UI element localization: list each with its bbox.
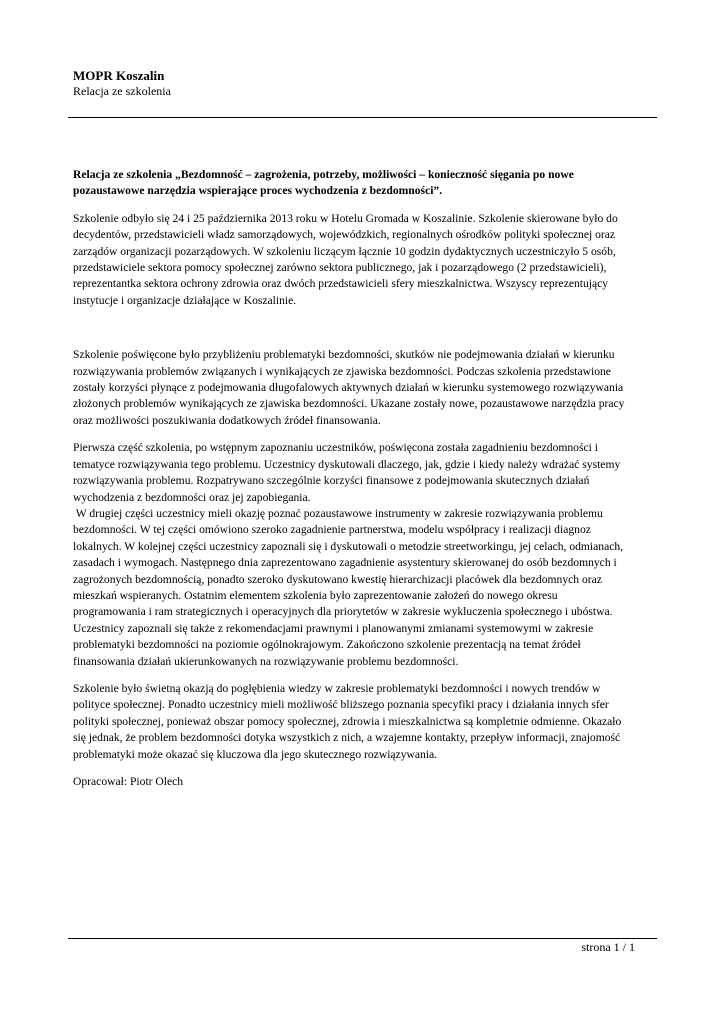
paragraph-summary (73, 681, 663, 763)
text-line: bezdomności. W tej części omówiono szeroko zagadnienie partnerstwa, modelu współpracy i realizacji diagnoz (73, 523, 591, 537)
text-line: finansowania działań ukierunkowanych na rozwiązywanie problemu bezdomności. (73, 654, 459, 668)
paragraph-purpose (73, 347, 663, 429)
text-line: reprezentantka sektora ochrony zdrowia oraz dwóch przedstawicieli sfery mieszkalnictwa. Wszyscy reprezentujący (73, 277, 609, 291)
text-line: Szkolenie było świetną okazją do pogłębienia wiedzy w zakresie problematyki bezdomności i nowych trendów w (73, 681, 601, 695)
text-line: lokalnych. W kolejnej części uczestnicy zapoznali się i dyskutowali o metodzie streetworkingu, jej celach, odmianach, (73, 539, 624, 553)
footer-divider (68, 938, 657, 939)
document-body (73, 167, 663, 790)
organization-name: MOPR Koszalin (73, 68, 165, 83)
text-line: problematyki bezdomności na poziomie ogólnokrajowym. Zakończono szkolenie prezentacją na temat źródeł (73, 638, 581, 652)
author-line: Opracował: Piotr Olech (73, 775, 184, 788)
text-line: W drugiej części uczestnicy mieli okazję poznać pozaustawowe instrumenty w zakresie rozwiązywania problemu (73, 506, 603, 520)
text-line: Szkolenie odbyło się 24 i 25 października 2013 roku w Hotelu Gromada w Koszalinie. Szkolenie skierowane było do (73, 211, 618, 225)
text-line: problematyki może okazać się kluczowa dla jego skutecznego rozwiązywania. (73, 747, 438, 761)
text-line: oraz możliwości poszukiwania dodatkowych źródeł finansowania. (73, 413, 381, 427)
text-line: rozwiązywania problemów związanych i wynikających ze zjawiska bezdomności. Podczas szkolenia przedstawione (73, 364, 611, 378)
text-line: rozwiązywania problemu. Rozpatrywano szczególnie korzyści finansowe z podejmowania skutecznych działań (73, 474, 590, 488)
header-subtitle: Relacja ze szkolenia (73, 84, 171, 98)
text-line: decydentów, przedstawicieli władz samorządowych, wojewódzkich, regionalnych ośrodków polityki społecznej oraz (73, 228, 616, 242)
text-line: przedstawiciele sektora pomocy społecznej zarówno sektora publicznego, jak i pozarządowego (2 przedstawicieli), (73, 261, 607, 275)
page-number: strona 1 / 1 (581, 940, 635, 954)
text-line: się jednak, że problem bezdomności dotyka wszystkich z nich, a wzajemne kontakty, przepływ informacji, znajomość (73, 731, 621, 745)
text-line: złożonych problemów wynikających ze zjawiska bezdomności. Ukazane zostały nowe, pozaustawowe narzędzia pracy (73, 397, 625, 411)
title-line: pozaustawowe narzędzia wspierające proces wychodzenia z bezdomności”. (73, 184, 443, 198)
text-line: Pierwsza część szkolenia, po wstępnym zapoznaniu uczestników, poświęcona została zagadnieniu bezdomności i (73, 441, 598, 455)
paragraph-intro (73, 211, 663, 309)
text-line: Uczestnicy zapoznali się także z rekomendacjami prawnymi i planowanymi zmianami systemowymi w zakresie (73, 621, 594, 635)
text-line: zarządów organizacji pozarządowych. W szkoleniu liczącym łącznie 10 godzin dydaktycznych uczestniczyło 5 osób, (73, 244, 616, 258)
text-line: programowania i ram strategicznych i operacyjnych dla priorytetów w zakresie wykluczenia społecznego i ubóstwa. (73, 605, 613, 619)
title-line: Relacja ze szkolenia „Bezdomność – zagrożenia, potrzeby, możliwości – konieczność sięgania po nowe (73, 168, 574, 181)
paragraph-program (73, 440, 663, 670)
text-line: zasadach i wymogach. Następnego dnia zaprezentowano zagadnienie asystentury skierowanej do osób bezdomnych i (73, 556, 617, 570)
text-line: zagrożonych bezdomnością, ponadto szeroko dyskutowano kwestię hierarchizacji placówek dla bezdomnych oraz (73, 572, 602, 586)
text-line: mieszkań wspieranych. Ostatnim elementem szkolenia było zaprezentowanie założeń do nowego okresu (73, 588, 558, 602)
text-line: polityki społecznej, ponieważ obszar pomocy społecznej, zdrowia i mieszkalnictwa są kompletnie odmienne. Okazało (73, 714, 622, 728)
text-line: tematyce rozwiązywania tego problemu. Uczestnicy dyskutowali dlaczego, jak, gdzie i kiedy należy wdrażać systemy (73, 457, 621, 471)
text-line: polityce społecznej. Ponadto uczestnicy mieli możliwość bliższego poznania specyfiki pracy i działania innych sfer (73, 698, 609, 712)
document-title (73, 167, 663, 200)
text-line: instytucje i organizacje działające w Koszalinie. (73, 293, 297, 307)
header-divider (68, 117, 657, 118)
page-header (73, 68, 663, 99)
text-line: Szkolenie poświęcone było przybliżeniu problematyki bezdomności, skutków nie podejmowania działań w kierunku (73, 348, 615, 362)
text-line: zostały korzyści płynące z podejmowania długofalowych aktywnych działań w kierunku systemowego rozwiązywania (73, 381, 624, 395)
text-line: wychodzenia z bezdomności oraz jej zapobiegania. (73, 490, 311, 504)
